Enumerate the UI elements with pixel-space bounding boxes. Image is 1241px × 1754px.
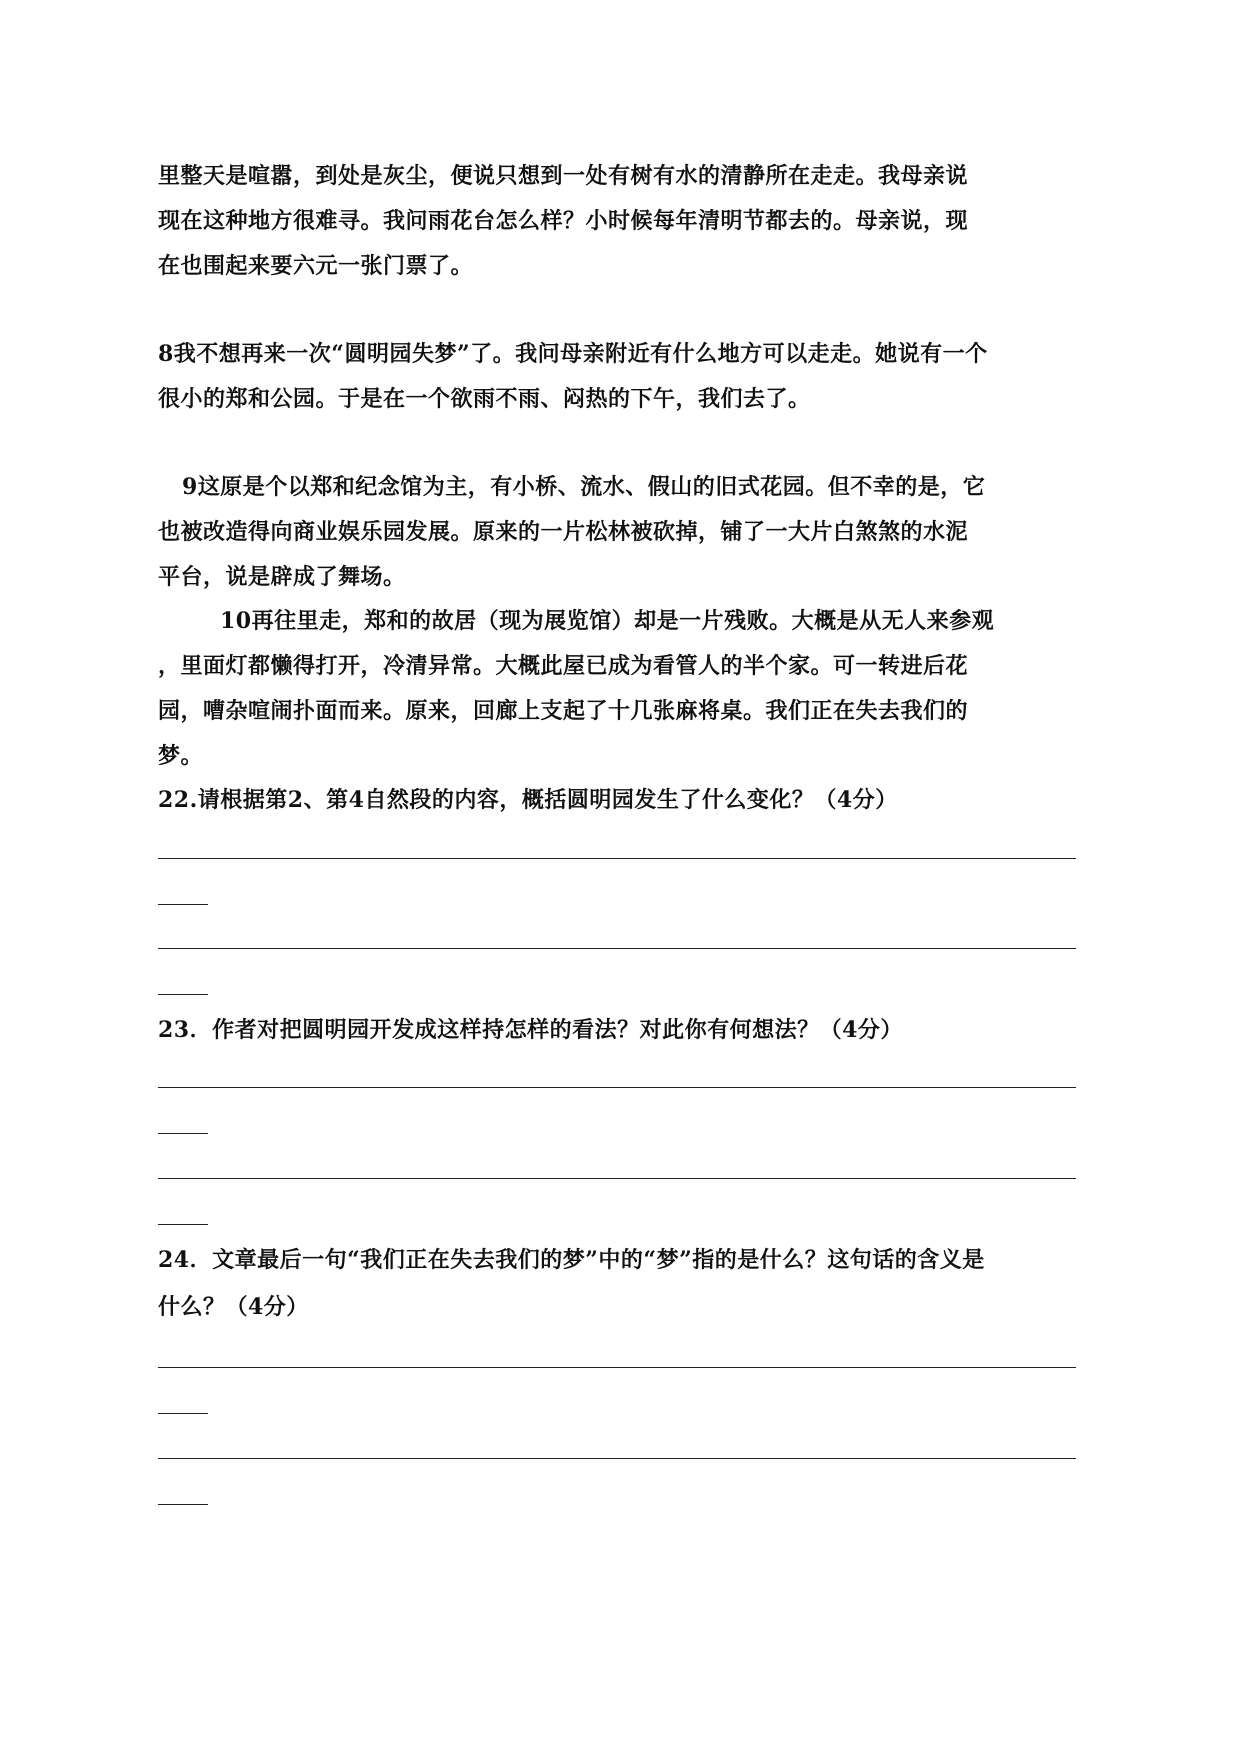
passage-line: 梦。	[158, 743, 204, 769]
passage-line: ，里面灯都懒得打开，冷清异常。大概此屋已成为看管人的半个家。可一转进后花	[158, 653, 969, 679]
answer-line[interactable]	[158, 1224, 208, 1225]
question-24-continued: 什么？（4分）	[158, 1294, 309, 1320]
passage-line: 10再往里走，郑和的故居（现为展览馆）却是一片残败。大概是从无人来参观	[220, 608, 995, 634]
passage-line: 9这原是个以郑和纪念馆为主，有小桥、流水、假山的旧式花园。但不幸的是，它	[182, 474, 986, 500]
question-24: 24．文章最后一句“我们正在失去我们的梦”中的“梦”指的是什么？这句话的含义是	[158, 1247, 985, 1273]
answer-line[interactable]	[158, 904, 208, 905]
answer-line[interactable]	[158, 1178, 1076, 1179]
passage-line: 也被改造得向商业娱乐园发展。原来的一片松林被砍掉，铺了一大片白煞煞的水泥	[158, 519, 969, 545]
answer-line[interactable]	[158, 1504, 208, 1505]
passage-line: 8我不想再来一次“圆明园失梦”了。我问母亲附近有什么地方可以走走。她说有一个	[158, 341, 988, 367]
question-22: 22.请根据第2、第4自然段的内容，概括圆明园发生了什么变化？（4分）	[158, 787, 898, 813]
answer-line[interactable]	[158, 1413, 208, 1414]
passage-line: 在也围起来要六元一张门票了。	[158, 253, 474, 279]
answer-line[interactable]	[158, 994, 208, 995]
question-23: 23．作者对把圆明园开发成这样持怎样的看法？对此你有何想法？（4分）	[158, 1017, 903, 1043]
passage-line: 很小的郑和公园。于是在一个欲雨不雨、闷热的下午，我们去了。	[158, 386, 811, 412]
passage-line: 平台，说是辟成了舞场。	[158, 564, 406, 590]
passage-line: 里整天是喧嚣，到处是灰尘，便说只想到一处有树有水的清静所在走走。我母亲说	[158, 163, 969, 189]
passage-line: 现在这种地方很难寻。我问雨花台怎么样？小时候每年清明节都去的。母亲说，现	[158, 208, 969, 234]
answer-line[interactable]	[158, 1133, 208, 1134]
answer-line[interactable]	[158, 1367, 1076, 1368]
answer-line[interactable]	[158, 1087, 1076, 1088]
answer-line[interactable]	[158, 948, 1076, 949]
answer-line[interactable]	[158, 1458, 1076, 1459]
answer-line[interactable]	[158, 858, 1076, 859]
passage-line: 园，嘈杂喧闹扑面而来。原来，回廊上支起了十几张麻将桌。我们正在失去我们的	[158, 698, 969, 724]
